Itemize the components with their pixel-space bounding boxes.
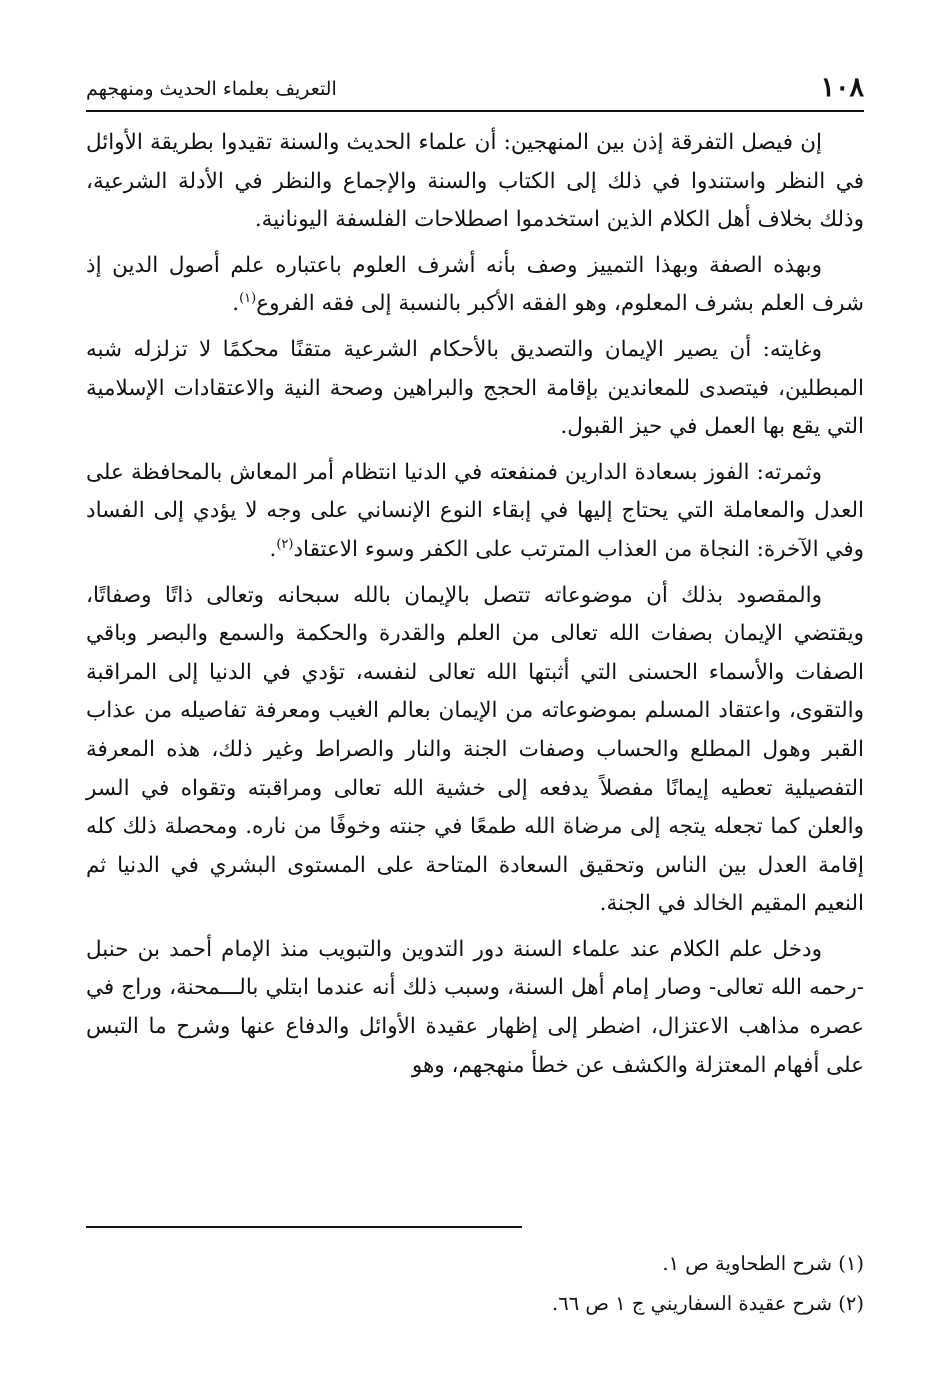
footnote: (١) شرح الطحاوية ص ١. bbox=[662, 1252, 864, 1275]
paragraph-text: والمقصود بذلك أن موضوعاته تتصل بالإيمان بالله سبحانه وتعالى ذاتًا وصفاتًا، ويقتضي الإيمان بصفات الله تعالى من العلم والقدرة والحكمة والسمع والبصر وباقي الصفات والأسماء الحسنى التي أثبتها الله تعالى لنفسه، تؤدي في الدنيا إلى المراقبة والتقوى، واعتقاد المسلم بموضوعاته من الإيمان بعالم الغيب ومعرفة تفاصيله من عذاب القبر وهول المطلع والحساب وصفات الجنة والنار والصراط وغير ذلك، هذه المعرفة التفصيلية تعطيه إيمانًا مفصلاً يدفعه إلى خشية الله تعالى ومراقبته وتقواه في السر والعلن كما تجعله يتجه إلى مرضاة الله طمعًا في جنته وخوفًا من ناره. ومحصلة ذلك كله إقامة العدل بين الناس وتحقيق السعادة المتاحة على المستوى البشري في الدنيا ثم النعيم المقيم الخالد في الجنة. bbox=[86, 582, 864, 917]
running-title: التعريف بعلماء الحديث ومنهجهم bbox=[86, 78, 337, 100]
paragraph bbox=[86, 331, 864, 447]
paragraph-text: وثمرته: الفوز بسعادة الدارين فمنفعته في الدنيا انتظام أمر المعاش بالمحافظة على العدل والمعاملة التي يحتاج إليها في إبقاء النوع الإنساني على وجه لا يؤدي إلى الفساد وفي الآخرة: النجاة من العذاب المترتب على الكفر وسوء الاعتقاد bbox=[86, 459, 864, 562]
page-number: ١٠٨ bbox=[820, 72, 864, 103]
paragraph bbox=[86, 454, 864, 570]
header-rule bbox=[86, 110, 864, 112]
paragraph-text: إن فيصل التفرقة إذن بين المنهجين: أن علماء الحديث والسنة تقيدوا بطريقة الأوائل في النظر واستندوا في ذلك إلى الكتاب والسنة والإجماع والنظر في الأدلة الشرعية، وذلك بخلاف أهل الكلام الذين استخدموا اصطلاحات الفلسفة اليونانية. bbox=[86, 130, 864, 233]
paragraph bbox=[86, 247, 864, 324]
body-text bbox=[86, 124, 864, 1092]
paragraph-tail: . bbox=[269, 536, 277, 562]
footnote-marker: (٢) bbox=[276, 536, 294, 552]
page-header bbox=[86, 72, 864, 106]
paragraph-tail: . bbox=[232, 291, 240, 317]
footnote: (٢) شرح عقيدة السفاريني ج ١ ص ٦٦. bbox=[552, 1292, 864, 1315]
footnote-rule bbox=[86, 1226, 522, 1228]
paragraph bbox=[86, 577, 864, 924]
paragraph bbox=[86, 931, 864, 1085]
footnote-marker: (١) bbox=[239, 291, 257, 307]
paragraph bbox=[86, 124, 864, 240]
paragraph-text: وغايته: أن يصير الإيمان والتصديق بالأحكام الشرعية متقنًا محكمًا لا تزلزله شبه المبطلين، فيتصدى للمعاندين بإقامة الحجج والبراهين وصحة النية والاعتقادات الإسلامية التي يقع بها العمل في حيز القبول. bbox=[86, 336, 864, 440]
paragraph-text: ودخل علم الكلام عند علماء السنة دور التدوين والتبويب منذ الإمام أحمد بن حنبل -رحمه الله تعالى- وصار إمام أهل السنة، وسبب ذلك أنه عندما ابتلي بالـــمحنة، وراج في عصره مذاهب الاعتزال، اضطر إلى إظهار عقيدة الأوائل والدفاع عنها وشرح ما التبس على أفهام المعتزلة والكشف عن خطأ منهجهم، وهو bbox=[86, 936, 864, 1078]
footnotes bbox=[86, 1244, 864, 1324]
paragraph-text: وبهذه الصفة وبهذا التمييز وصف بأنه أشرف العلوم باعتباره علم أصول الدين إذ شرف العلم بشرف المعلوم، وهو الفقه الأكبر بالنسبة إلى فقه الفروع bbox=[86, 252, 864, 317]
